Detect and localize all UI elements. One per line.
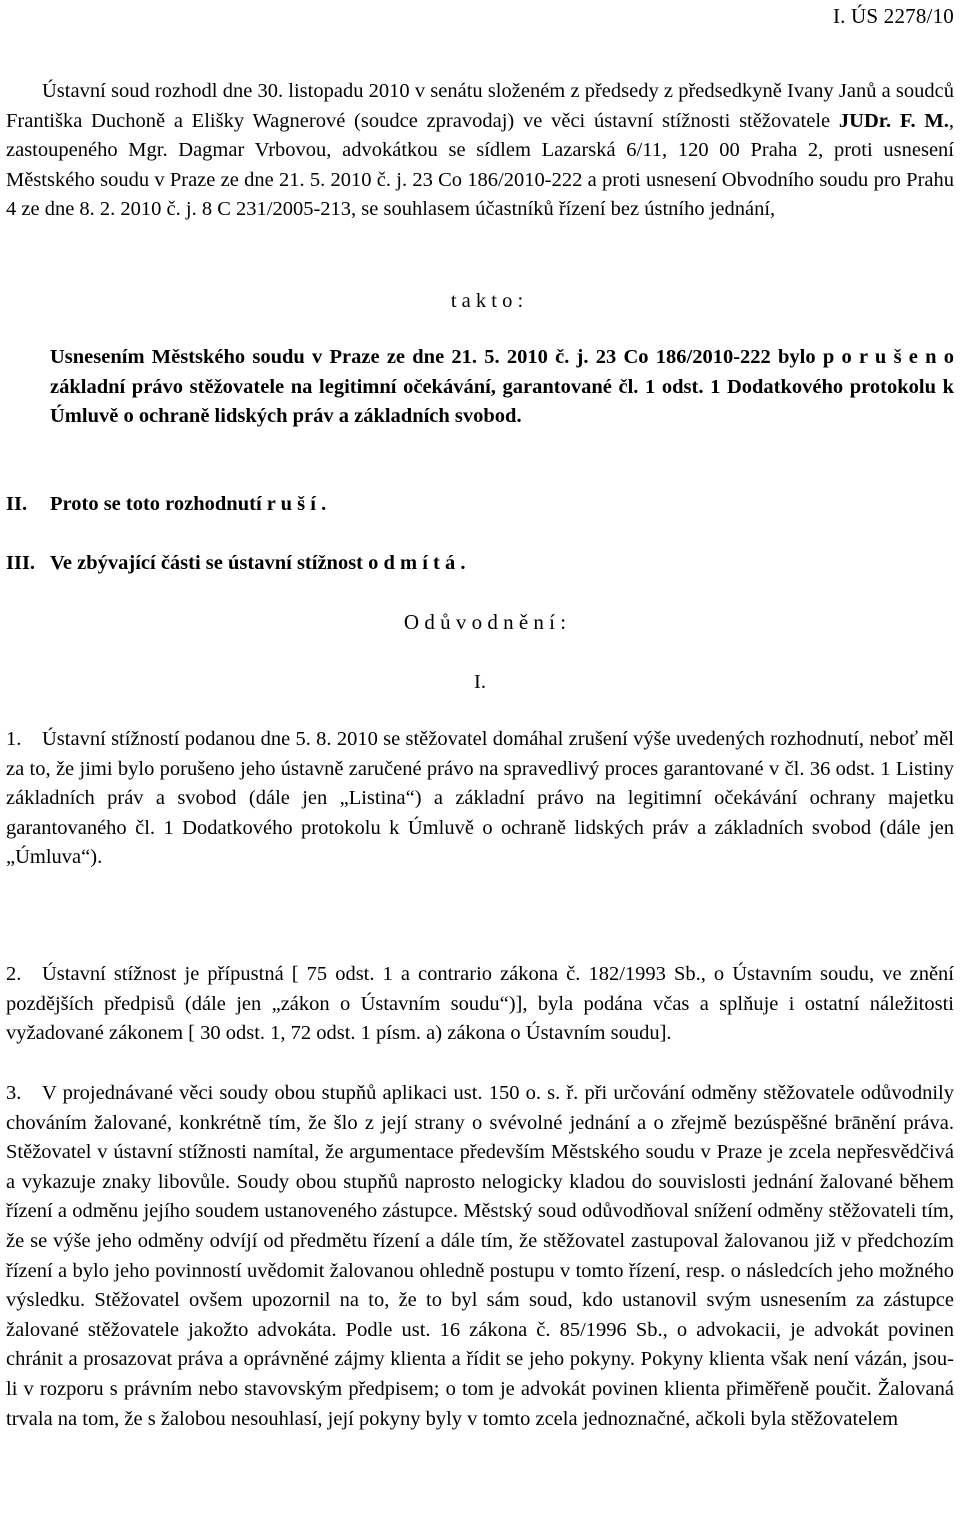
section-roman-numeral: I. <box>474 671 486 693</box>
reasoning-heading: O d ů v o d n ě n í : <box>403 610 567 634</box>
intro-text-part-2: , zastoupeného Mgr. Dagmar Vrbovou, advokátkou se sídlem Lazarská 6/11, 120 00 Praha 2, proti usnesení Městského soudu v Praze ze dne 21. 5. 2010 č. j. 23 Co 186/2010-222 a proti usnesení Obvodního soudu pro Prahu 4 ze dne 8. 2. 2010 č. j. 8 C 231/2005-213, se souhlasem účastníků řízení bez ústního jednání, <box>6 109 954 221</box>
verdict-item-2 <box>6 490 954 520</box>
verdict-text: Proto se toto rozhodnutí r u š í . <box>50 493 327 515</box>
takto-heading: t a k t o : <box>450 290 524 312</box>
paragraph-number: 1. <box>6 728 22 750</box>
paragraph-number: 3. <box>6 1082 22 1104</box>
verdict-item-1 <box>6 343 954 432</box>
paragraph-number: 2. <box>6 963 22 985</box>
paragraph-2 <box>6 960 954 1049</box>
verdict-text: Usnesením Městského soudu v Praze ze dne 21. 5. 2010 č. j. 23 Co 186/2010-222 bylo p o r u š e n o základní právo stěžovatele na legitimní očekávání, garantované čl. 1 odst. 1 Dodatkového protokolu k Úmluvě o ochraně lidských práv a základních svobod. <box>50 346 954 428</box>
verdict-number: II. <box>6 493 28 515</box>
paragraph-3 <box>6 1079 954 1434</box>
intro-paragraph <box>6 77 954 225</box>
intro-text-part-1: Ústavní soud rozhodl dne 30. listopadu 2010 v senátu složeném z předsedy z předsedkyně Ivany Janů a soudců Františka Duchoně a Elišky Wagnerové (soudce zpravodaj) ve věci ústavní stížnosti stěžovatele <box>6 80 954 132</box>
paragraph-text: V projednávané věci soudy obou stupňů aplikaci ust. 150 o. s. ř. při určování odměny stěžovatele odůvodnily chováním žalované, konkrétně tím, že šlo z její strany o svévolné jednání a o zřejmě bezúspěšné brānění práva. Stěžovatel v ústavní stížnosti namítal, že argumentace především Městského soudu v Praze je zcela nepřesvědčivá a vykazuje znaky libovůle. Soudy obou stupňů naprosto nelogicky kladou do souvislosti jednání žalované během řízení a odměnu jejího soudem ustanoveného zástupce. Městský soud odůvodňoval snížení odměny stěžovateli tím, že se výše jeho odměny odvíjí od předmětu řízení a dále tím, že stěžovatel zastupoval žalovanou již v předchozím řízení a bylo jeho povinností uvědomit žalovanou ohledně postupu v tomto řízení, resp. o následcích jeho možného výsledku. Stěžovatel ovšem upozornil na to, že to byl sám soud, kdo ustanovil svým usnesením za zástupce žalované stěžovatele jakožto advokáta. Podle ust. 16 zákona č. 85/1996 Sb., o advokacii, je advokát povinen chránit a prosazovat práva a oprávněné zájmy klienta a řídit se jeho pokyny. Pokyny klienta však není vázán, jsou-li v rozporu s právním nebo stavovským předpisem; o tom je advokát povinen klienta přiměřeně poučit. Žalovaná trvala na tom, že s žalobou nesouhlasí, její pokyny byly v tomto zcela jednoznačné, ačkoli byla stěžovatelem <box>6 1082 954 1430</box>
case-reference: I. ÚS 2278/10 <box>832 4 954 28</box>
verdict-number <box>6 343 50 373</box>
verdict-number: III. <box>6 552 36 574</box>
paragraph-text: Ústavní stížností podanou dne 5. 8. 2010 se stěžovatel domáhal zrušení výše uvedených rozhodnutí, neboť měl za to, že jimi bylo porušeno jeho ústavně zaručené právo na spravedlivý proces garantované v čl. 36 odst. 1 Listiny základních práv a svobod (dále jen „Listina“) a základní právo na legitimní očekávání ochrany majetku garantovaného čl. 1 Dodatkového protokolu k Úmluvě o ochraně lidských práv a základních svobod (dále jen „Úmluva“). <box>6 728 954 869</box>
verdict-item-3 <box>6 549 954 579</box>
paragraph-text: Ústavní stížnost je přípustná [ 75 odst. 1 a contrario zákona č. 182/1993 Sb., o Ústavním soudu, ve znění pozdějších předpisů (dále jen „zákon o Ústavním soudu“)], byla podána včas a splňuje i ostatní náležitosti vyžadované zákonem [ 30 odst. 1, 72 odst. 1 písm. a) zákona o Ústavním soudu]. <box>6 963 954 1045</box>
paragraph-1 <box>6 725 954 873</box>
complainant-name: JUDr. F. M. <box>838 109 949 132</box>
verdict-text: Ve zbývající části se ústavní stížnost o d m í t á . <box>50 552 466 574</box>
